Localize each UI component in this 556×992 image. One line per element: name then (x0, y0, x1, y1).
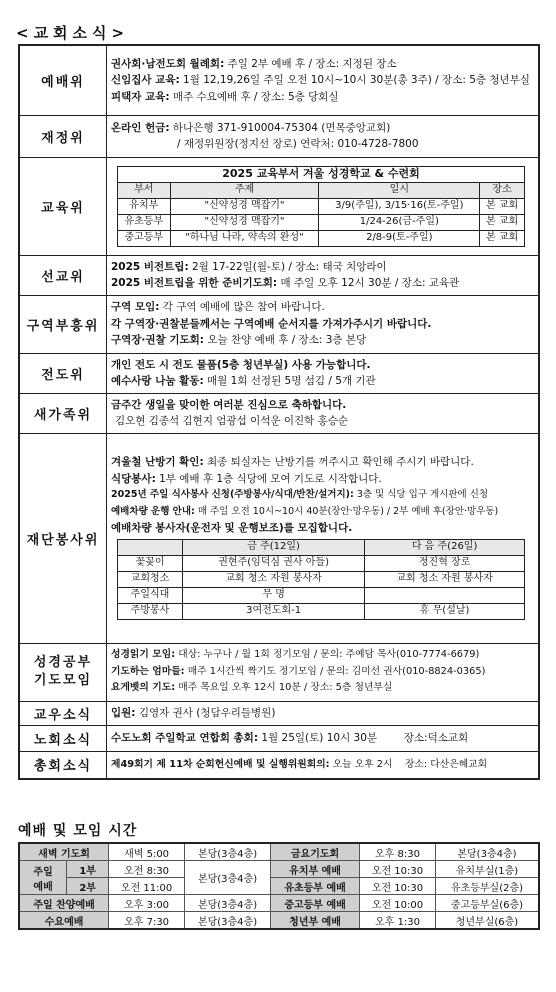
camp-header: 부서 (118, 182, 171, 198)
row-content: 구역 모임: 각 구역 예배에 많은 참여 바랍니다. 각 구역장·권찰분들께서는 구역예배 순서지를 가져가주시기 바랍니다. 구역장·권찰 기도회: 오늘 찬양 예배 후 / 장소: 3층 본당 (107, 295, 540, 353)
row-content: 온라인 헌금: 하나은행 371-910004-75304 (면목중앙교회) / 재정위원장(정지선 장로) 연락처: 010-4728-7800 (107, 115, 540, 157)
row-district (19, 295, 539, 353)
row-label: 재정위 (19, 115, 107, 157)
camp-table-title: 2025 교육부서 겨울 성경학교 & 수련회 (118, 166, 525, 182)
row-members (19, 701, 539, 725)
duty-row: 교회청소 교회 청소 자원 봉사자 교회 청소 자원 봉사자 (118, 571, 525, 587)
row-finance (19, 115, 539, 157)
row-label: 새가족위 (19, 393, 107, 433)
row-education (19, 157, 539, 255)
row-label: 노회소식 (19, 725, 107, 751)
camp-header: 장소 (480, 182, 525, 198)
row-label: 총회소식 (19, 751, 107, 779)
row-bible (19, 643, 539, 701)
row-content: 개인 전도 시 전도 물품(5층 청년부실) 사용 가능합니다. 예수사랑 나눔 활동: 매월 1회 선정된 5명 섬김 / 5개 기관 (107, 353, 540, 393)
duty-row: 주방봉사 3여전도회-1 휴 무(설날) (118, 603, 525, 619)
schedule-title: 예배 및 모임 시간 (18, 823, 138, 839)
row-label: 재단봉사위 (19, 433, 107, 643)
row-label: 성경공부 기도모임 (19, 643, 107, 701)
camp-header: 일시 (319, 182, 480, 198)
row-newfamily (19, 393, 539, 433)
row-content: 제49회기 제 11차 순회헌신예배 및 실행위원회의: 오늘 오후 2시 장소: 다산은혜교회 (107, 751, 540, 779)
row-label: 선교위 (19, 255, 107, 295)
row-label: 예배위 (19, 45, 107, 115)
camp-row: 유치부 "신약성경 맥잡기" 3/9(주일), 3/15·16(토-주일) 본 교회 (118, 198, 525, 214)
camp-header: 주제 (170, 182, 319, 198)
schedule-row: 주일 찬양예배 오후 3:00 본당(3층4층) 중고등부 예배 오전 10:00 중고등부실(6층) (19, 895, 539, 912)
duty-table: 금 주(12일) 다 음 주(26일) 꽃꽂이 권현주(임덕심 권사 아들) 정진혁 장로 교회청소 교회 청소 자원 봉사자 교회 청소 자원 봉사자 주일식대 무 명 주방봉사 3여전도회-1 휴 무(설날) (117, 539, 525, 620)
row-label: 전도위 (19, 353, 107, 393)
camp-row: 중고등부 "하나님 나라, 약속의 완성" 2/8-9(토-주일) 본 교회 (118, 230, 525, 246)
row-content: 금주간 생일을 맞이한 여러분 진심으로 축하합니다. 김오현 김종석 김현지 엄광섭 이석운 이진학 홍승순 (107, 393, 540, 433)
duty-row: 주일식대 무 명 (118, 587, 525, 603)
row-label: 교육위 (19, 157, 107, 255)
row-label: 교우소식 (19, 701, 107, 725)
row-content: 성경읽기 모임: 대상: 누구나 / 월 1회 정기모임 / 문의: 주예담 목사(010-7774-6679) 기도하는 엄마들: 매주 1시간씩 짝기도 정기모임 / 문의: 김미선 권사(010-8824-0365) 요게벳의 기도: 매주 목요일 오후 12시 10분 / 장소: 5층 청년부실 (107, 643, 540, 701)
row-content: 겨울철 난방기 확인: 최종 퇴실자는 난방기를 꺼주시고 확인해 주시기 바랍니다. 식당봉사: 1부 예배 후 1층 식당에 모여 기도로 시작합니다. 2025년 주일 식사봉사 신청(주방봉사/식대/반찬/설거지): 3층 및 식당 입구 게시판에 신청 예배차량 운행 안내: 매 주일 오전 10시~10시 40분(장안·망우동) / 2부 예배 후(장안·망우동) 예배차량 봉사자(운전자 및 운행보조)를 모집합니다. 금 주(12일) 다 음 주(26일) 꽃꽂이 권현주(임덕심 권사 아들) 정진혁 장로 교회청소 교회 청소 자원 봉사자 교회 청소 자원 봉사자 주일식대 무 명 주방봉사 3여전도회-1 휴 무(설날) (107, 433, 540, 643)
schedule-row: 새벽 기도회 새벽 5:00 본당(3층4층) 금요기도회 오후 8:30 본당(3층4층) (19, 843, 539, 861)
row-content: 권사회·남전도회 월례회: 주일 2부 예배 후 / 장소: 지정된 장소 신임집사 교육: 1월 12,19,26일 주일 오전 10시~10시 30분(총 3주) / 장소: 5층 청년부실 피택자 교육: 매주 수요예배 후 / 장소: 5층 당회실 (107, 45, 540, 115)
row-evangelism (19, 353, 539, 393)
row-mission (19, 255, 539, 295)
row-foundation (19, 433, 539, 643)
row-content: 입원: 김영자 권사 (청담우리들병원) (107, 701, 540, 725)
church-news-table (18, 44, 540, 780)
schedule-row: 수요예배 오후 7:30 본당(3층4층) 청년부 예배 오후 1:30 청년부실(6층) (19, 912, 539, 930)
row-content: 2025 비전트립: 2월 17-22일(월-토) / 장소: 태국 치앙라이 2025 비전트립을 위한 준비기도회: 매 주일 오후 12시 30분 / 장소: 교육관 (107, 255, 540, 295)
row-content (107, 157, 540, 255)
row-worship (19, 45, 539, 115)
row-content: 수도노회 주일학교 연합회 총회: 1월 25일(토) 10시 30분 장소:덕소교회 (107, 725, 540, 751)
schedule-row: 주일 예배 1부 오전 8:30 본당(3층4층) 유치부 예배 오전 10:30 유치부실(1층) (19, 861, 539, 878)
row-label: 구역부흥위 (19, 295, 107, 353)
schedule-row: 2부 오전 11:00 유초등부 예배 오전 10:30 유초등부실(2층) (19, 878, 539, 895)
schedule-table (18, 842, 540, 930)
duty-row: 꽃꽂이 권현주(임덕심 권사 아들) 정진혁 장로 (118, 555, 525, 571)
camp-row: 유초등부 "신약성경 맥잡기" 1/24-26(금-주일) 본 교회 (118, 214, 525, 230)
winter-camp-table (117, 166, 525, 247)
row-assembly (19, 751, 539, 779)
row-presbytery (19, 725, 539, 751)
section-title: <교회소식> (16, 24, 130, 42)
